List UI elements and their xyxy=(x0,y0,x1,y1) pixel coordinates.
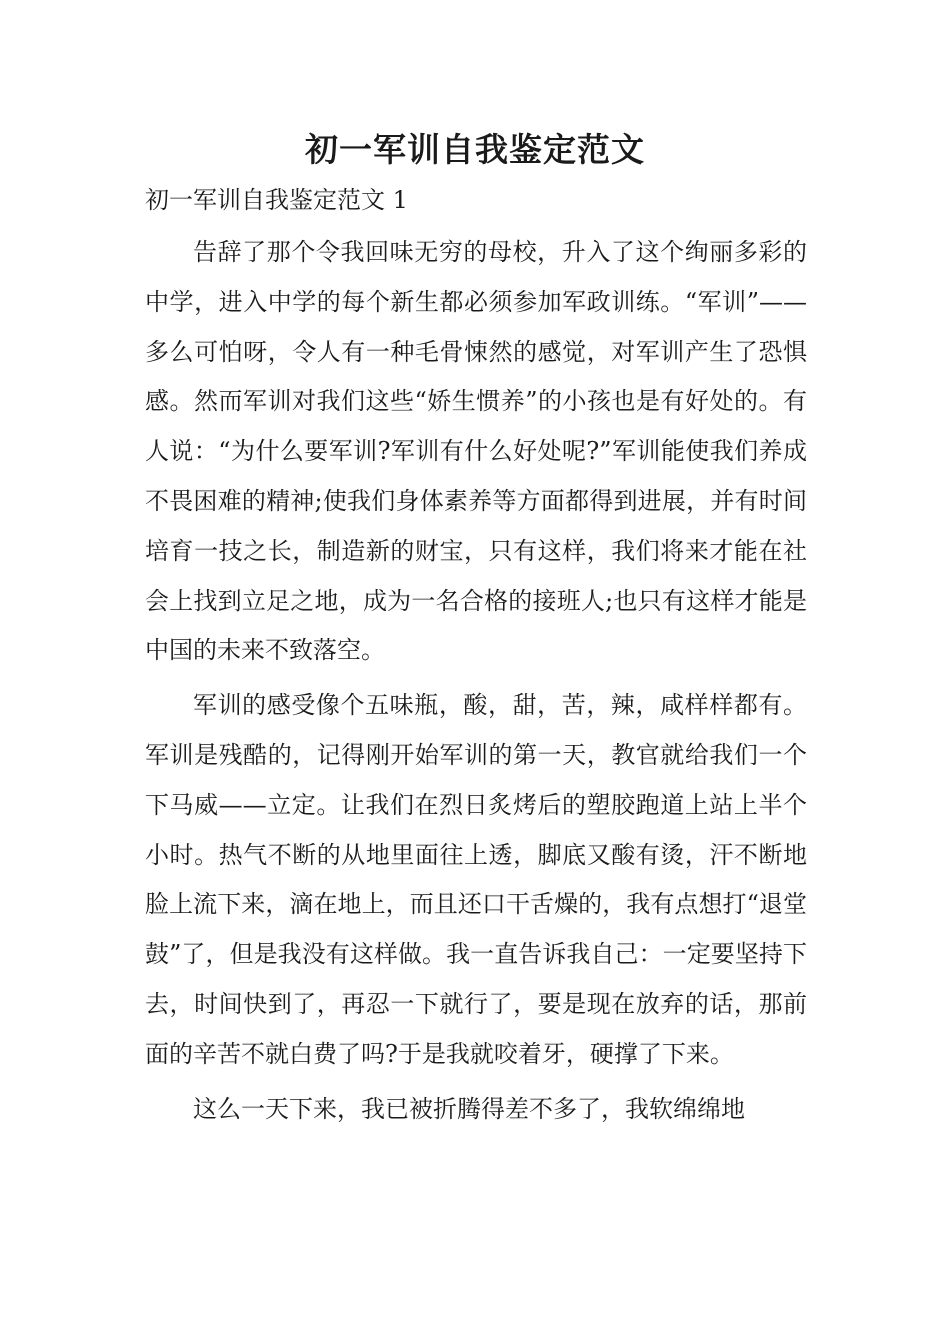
section-heading: 初一军训自我鉴定范文 1 xyxy=(145,186,408,214)
paragraph-2: 军训的感受像个五味瓶，酸，甜，苦，辣，咸样样都有。军训是残酷的，记得刚开始军训的第一天，教官就给我们一个下马威——立定。让我们在烈日炙烤后的塑胶跑道上站上半个小时。热气不断的从地里面往上透，脚底又酸有烫，汗不断地脸上流下来，滴在地上，而且还口干舌燥的，我有点想打“退堂鼓”了，但是我没有这样做。我一直告诉我自己：一定要坚持下去，时间快到了，再忍一下就行了，要是现在放弃的话，那前面的辛苦不就白费了吗?于是我就咬着牙，硬撑了下来。 xyxy=(145,691,807,1068)
paragraph-1: 告辞了那个令我回味无穷的母校，升入了这个绚丽多彩的中学，进入中学的每个新生都必须参加军政训练。“军训”——多么可怕呀，令人有一种毛骨悚然的感觉，对军训产生了恐惧感。然而军训对我们这些“娇生惯养”的小孩也是有好处的。有人说：“为什么要军训?军训有什么好处呢?”军训能使我们养成不畏困难的精神;使我们身体素养等方面都得到进展，并有时间培育一技之长，制造新的财宝，只有这样，我们将来才能在社会上找到立足之地，成为一名合格的接班人;也只有这样才能是中国的未来不致落空。 xyxy=(145,238,807,665)
document-body xyxy=(145,228,807,1139)
document-title: 初一军训自我鉴定范文 xyxy=(305,130,645,169)
paragraph-3: 这么一天下来，我已被折腾得差不多了，我软绵绵地 xyxy=(193,1094,745,1123)
